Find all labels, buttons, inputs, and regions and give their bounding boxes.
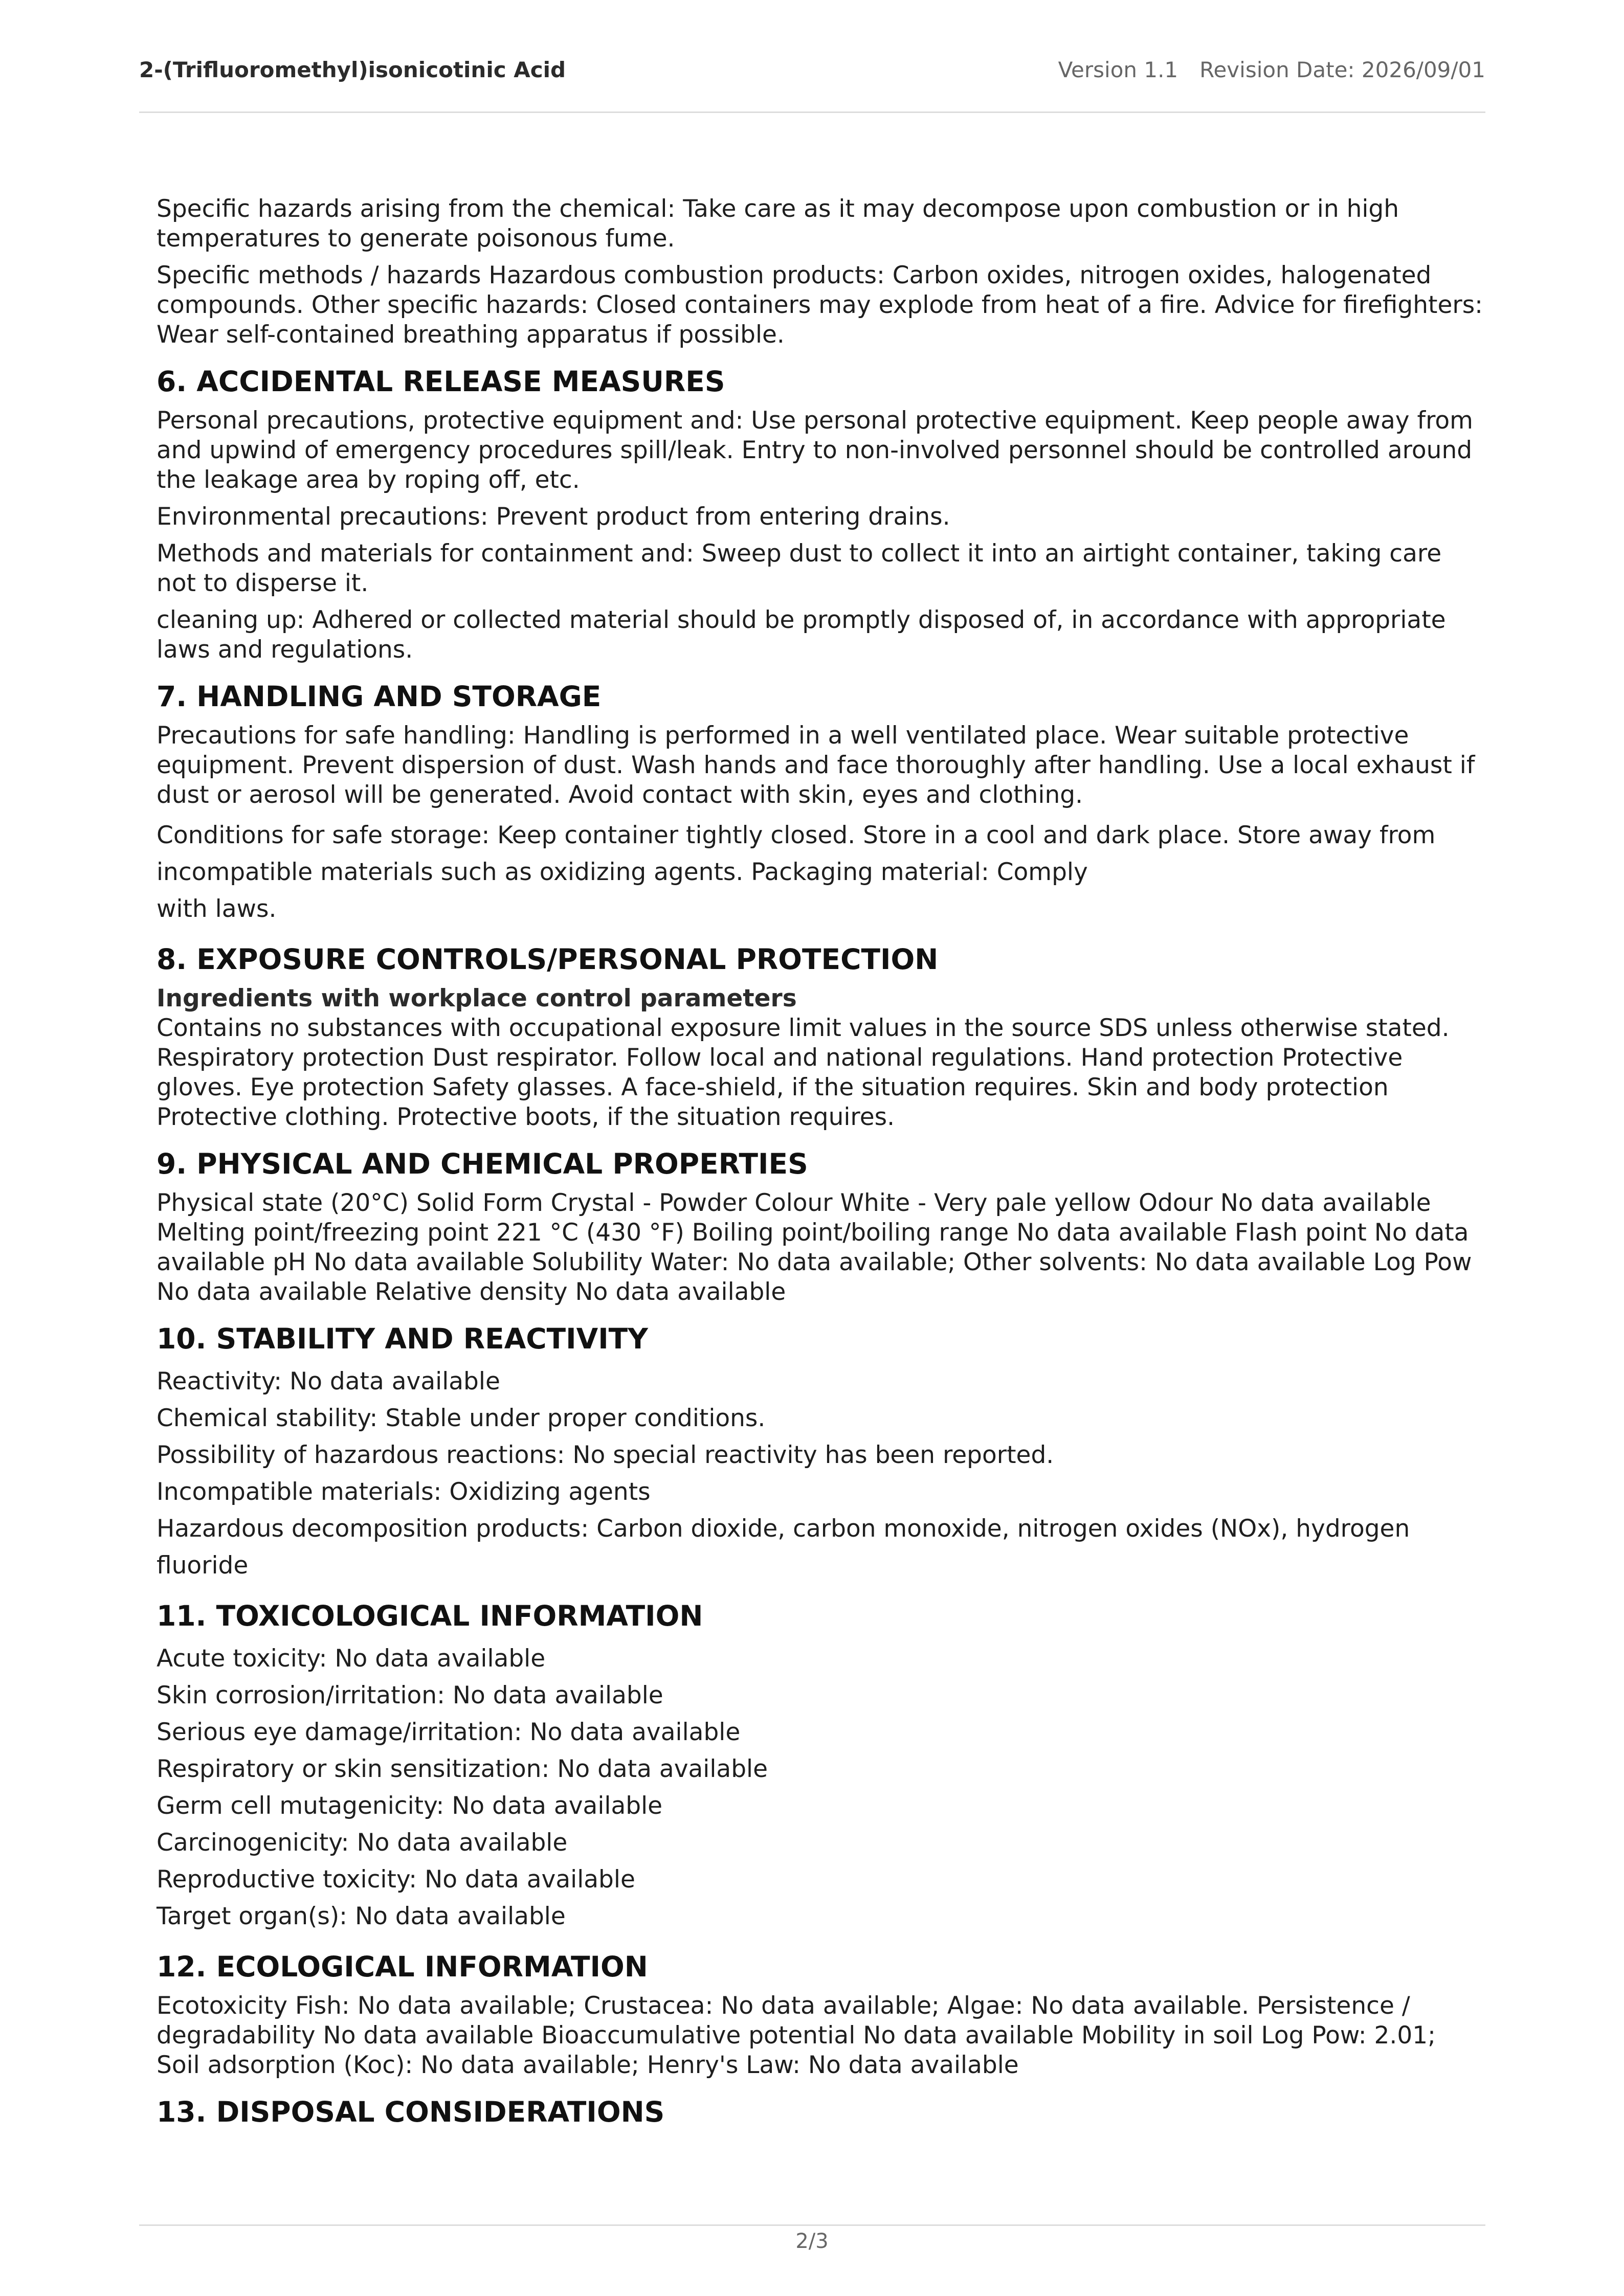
document-meta (1058, 57, 1485, 82)
section-8-title: 8. EXPOSURE CONTROLS/PERSONAL PROTECTION (157, 943, 939, 976)
section-6-title: 6. ACCIDENTAL RELEASE MEASURES (157, 365, 725, 398)
section-7-storage-line-3: with laws. (157, 895, 277, 923)
list-item: Reproductive toxicity: No data available (157, 1865, 635, 1894)
section-13-title: 13. DISPOSAL CONSIDERATIONS (157, 2096, 665, 2128)
list-item: Carcinogenicity: No data available (157, 1829, 568, 1857)
footer-divider (139, 2224, 1485, 2226)
section-6-containment: Methods and materials for containment and: Sweep dust to collect it into an airtight container, taking care not to disperse it. (157, 539, 1442, 597)
list-item: Chemical stability: Stable under proper conditions. (157, 1404, 766, 1432)
section-8-subheading: Ingredients with workplace control parameters (157, 984, 797, 1012)
section-7-storage-line-1: Conditions for safe storage: Keep container tightly closed. Store in a cool and dark place. Store away from (157, 821, 1436, 849)
section-6-personal-precautions: Personal precautions, protective equipment and: Use personal protective equipment. Keep people away from and upwind of emergency procedures spill/leak. Entry to non-involved personnel should be controlled around the leakage area by roping off, etc. (157, 407, 1473, 494)
page-header (139, 57, 1485, 89)
revision-date: Revision Date: 2026/09/01 (1199, 57, 1485, 82)
header-divider (139, 111, 1485, 113)
intro-methods-paragraph: Specific methods / hazards Hazardous combustion products: Carbon oxides, nitrogen oxides, halogenated compounds. Other specific hazards: Closed containers may explode from heat of a fire. Advice for firefighters: Wear self-contained breathing apparatus if possible. (157, 261, 1483, 349)
section-12-title: 12. ECOLOGICAL INFORMATION (157, 1950, 648, 1983)
list-item: Respiratory or skin sensitization: No data available (157, 1755, 768, 1783)
section-6-environmental-precautions: Environmental precautions: Prevent product from entering drains. (157, 503, 950, 531)
section-6-cleaning-up: cleaning up: Adhered or collected material should be promptly disposed of, in accordance with appropriate laws and regulations. (157, 606, 1446, 664)
list-item: Possibility of hazardous reactions: No special reactivity has been reported. (157, 1441, 1054, 1469)
document-body (157, 194, 1486, 2136)
section-10-title: 10. STABILITY AND REACTIVITY (157, 1322, 648, 1355)
section-7-safe-handling: Precautions for safe handling: Handling is performed in a well ventilated place. Wear suitable protective equipment. Prevent dispersion of dust. Wash hands and face thoroughly after handling. Use a local exhaust if dust or aerosol will be generated. Avoid contact with skin, eyes and clothing. (157, 722, 1475, 809)
list-item: Germ cell mutagenicity: No data available (157, 1792, 663, 1820)
section-11-title: 11. TOXICOLOGICAL INFORMATION (157, 1600, 703, 1632)
intro-hazards-paragraph: Specific hazards arising from the chemical: Take care as it may decompose upon combustion or in high temperatures to generate poisonous fume. (157, 195, 1399, 253)
version-label: Version 1.1 (1058, 57, 1178, 82)
page-number: 2/3 (795, 2230, 829, 2253)
section-8-paragraph: Contains no substances with occupational exposure limit values in the source SDS unless otherwise stated. Respiratory protection Dust respirator. Follow local and national regulations. Hand protection Protective gloves. Eye protection Safety glasses. A face-shield, if the situation requires. Skin and body protection Protective clothing. Protective boots, if the situation requires. (157, 1014, 1450, 1131)
document-title: 2-(Trifluoromethyl)isonicotinic Acid (139, 57, 566, 82)
list-item: Skin corrosion/irritation: No data available (157, 1681, 663, 1709)
list-item: Reactivity: No data available (157, 1367, 500, 1395)
list-item: Hazardous decomposition products: Carbon dioxide, carbon monoxide, nitrogen oxides (NOx), hydrogen fluoride (157, 1515, 1410, 1580)
section-9-paragraph: Physical state (20°C) Solid Form Crystal - Powder Colour White - Very pale yellow Odour No data available Melting point/freezing point 221 °C (430 °F) Boiling point/boiling range No data available Flash point No data available pH No data available Solubility Water: No data available; Other solvents: No data available Log Pow No data available Relative density No data available (157, 1189, 1472, 1306)
section-7-storage-line-2: incompatible materials such as oxidizing agents. Packaging material: Comply (157, 858, 1088, 886)
list-item: Incompatible materials: Oxidizing agents (157, 1478, 651, 1506)
section-12-paragraph: Ecotoxicity Fish: No data available; Crustacea: No data available; Algae: No data available. Persistence / degradability No data available Bioaccumulative potential No data available Mobility in soil Log Pow: 2.01; Soil adsorption (Koc): No data available; Henry's Law: No data available (157, 1992, 1436, 2079)
list-item: Serious eye damage/irritation: No data available (157, 1718, 741, 1746)
list-item: Acute toxicity: No data available (157, 1645, 546, 1673)
list-item: Target organ(s): No data available (157, 1902, 566, 1930)
section-9-title: 9. PHYSICAL AND CHEMICAL PROPERTIES (157, 1147, 808, 1180)
section-7-title: 7. HANDLING AND STORAGE (157, 680, 602, 713)
